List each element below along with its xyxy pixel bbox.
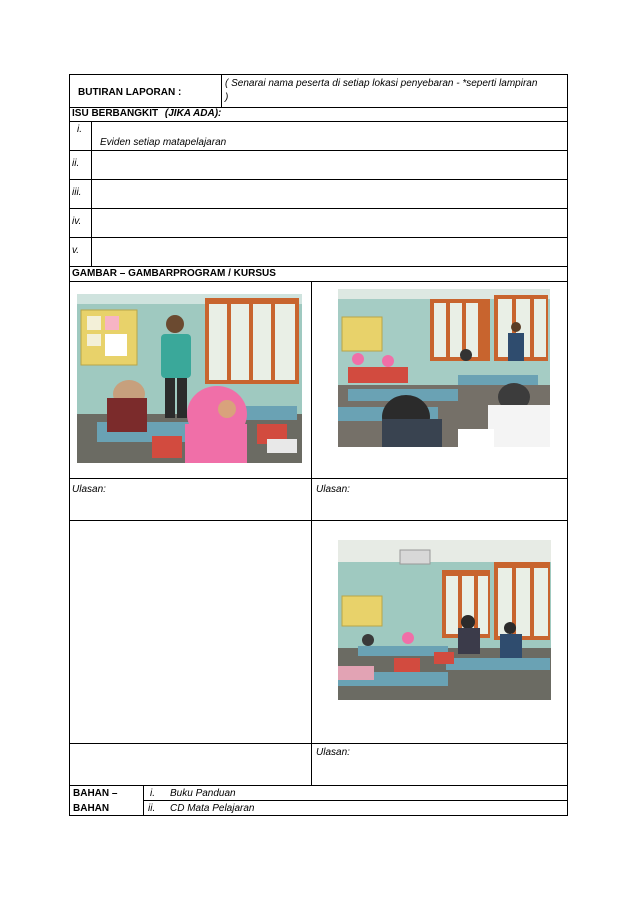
material-number: i. [150, 788, 155, 799]
report-details-note-line2: ) [225, 92, 229, 103]
workshop-photo-2 [338, 289, 550, 447]
gallery-title: GAMBAR – GAMBARPROGRAM / KURSUS [72, 268, 276, 279]
material-number: ii. [148, 803, 156, 814]
issues-heading [72, 108, 221, 120]
workshop-photo-1 [77, 294, 302, 463]
issue-number: i. [77, 124, 82, 135]
report-details-label: BUTIRAN LAPORAN : [78, 87, 182, 98]
issue-number: v. [72, 245, 80, 256]
material-item: CD Mata Pelajaran [170, 803, 255, 814]
issue-number: iv. [72, 216, 82, 227]
workshop-photo-3 [338, 540, 551, 700]
comment-label: Ulasan: [316, 484, 350, 495]
issues-title: ISU BERBANGKIT [72, 108, 159, 119]
material-item: Buku Panduan [170, 788, 236, 799]
issue-text: Eviden setiap matapelajaran [100, 137, 227, 148]
issues-title-suffix: (JIKA ADA): [164, 108, 222, 119]
materials-label-line2: BAHAN [73, 803, 110, 814]
materials-label-line1: BAHAN – [73, 788, 118, 799]
issue-number: ii. [72, 158, 80, 169]
report-details-note-line1: ( Senarai nama peserta di setiap lokasi penyebaran - *seperti lampiran [225, 78, 538, 89]
issue-number: iii. [72, 187, 82, 198]
comment-label: Ulasan: [316, 747, 350, 758]
comment-label: Ulasan: [72, 484, 106, 495]
